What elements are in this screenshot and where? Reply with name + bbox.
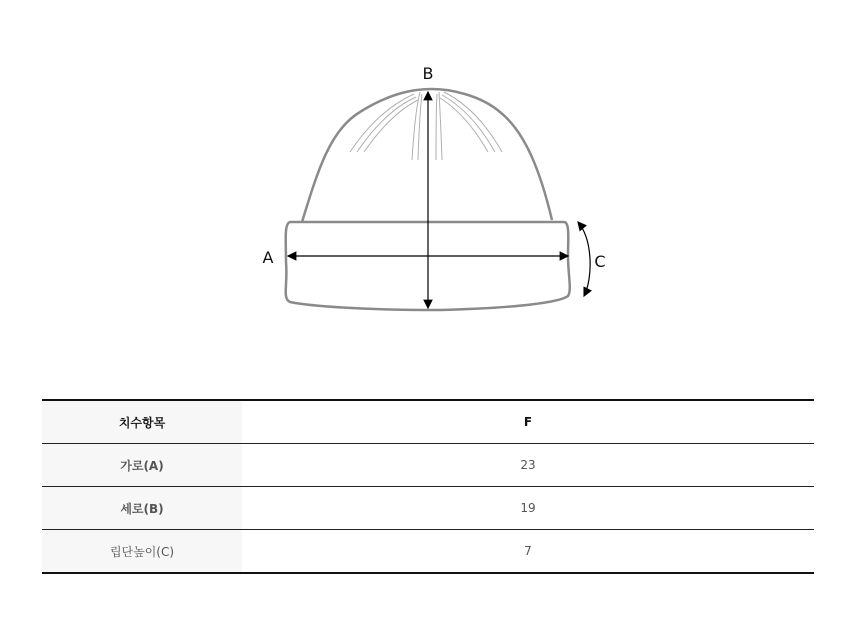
size-table	[42, 399, 814, 574]
label-b: B	[422, 64, 434, 83]
row-value-cell: 7	[242, 530, 814, 574]
row-key-cell: 가로(A)	[42, 444, 242, 487]
table-header-row	[42, 400, 814, 444]
cuff-height-arrow-c	[578, 222, 590, 296]
label-c: C	[594, 252, 606, 271]
label-a: A	[262, 248, 274, 267]
header-key-cell: 치수항목	[42, 400, 242, 444]
crown-stitch-lines	[350, 92, 502, 160]
beanie-crown-outline	[302, 89, 552, 222]
table-row	[42, 487, 814, 530]
row-key-cell: 세로(B)	[42, 487, 242, 530]
header-size-cell: F	[242, 400, 814, 444]
row-value-cell: 19	[242, 487, 814, 530]
table-row	[42, 444, 814, 487]
row-key-cell: 립단높이(C)	[42, 530, 242, 574]
table-row	[42, 530, 814, 574]
row-value-cell: 23	[242, 444, 814, 487]
